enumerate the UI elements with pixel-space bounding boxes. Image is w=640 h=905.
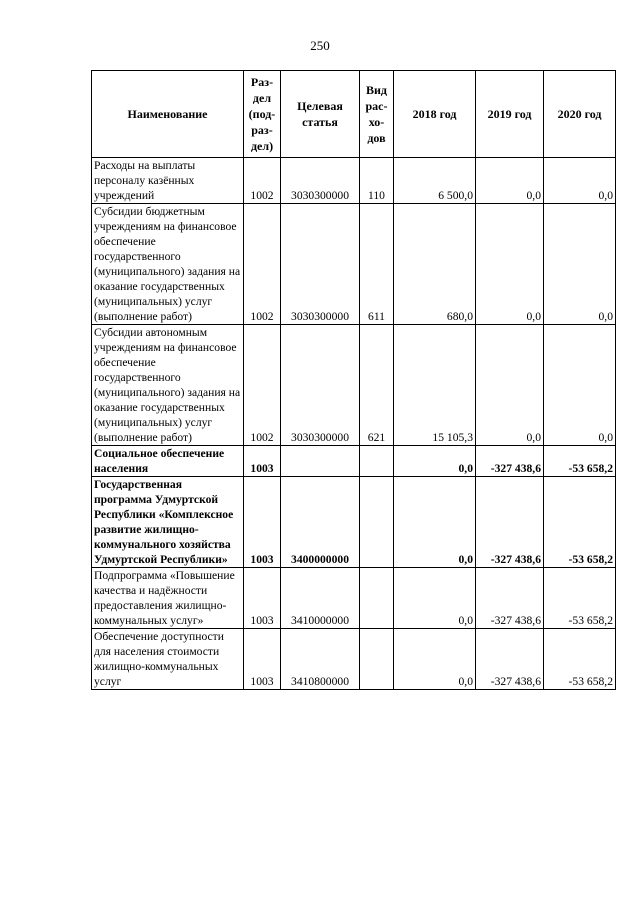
cell-2019: 0,0 (476, 325, 544, 446)
cell-target: 3030300000 (281, 325, 360, 446)
cell-target: 3030300000 (281, 158, 360, 204)
table-row (92, 629, 616, 690)
cell-section: 1002 (244, 158, 281, 204)
cell-2018: 680,0 (394, 204, 476, 325)
cell-section: 1003 (244, 446, 281, 477)
cell-2018: 15 105,3 (394, 325, 476, 446)
cell-2019: -327 438,6 (476, 446, 544, 477)
cell-section: 1002 (244, 325, 281, 446)
table-row (92, 446, 616, 477)
table-row (92, 568, 616, 629)
cell-2020: -53 658,2 (544, 477, 616, 568)
cell-expense: 611 (360, 204, 394, 325)
cell-2020: -53 658,2 (544, 568, 616, 629)
cell-target (281, 446, 360, 477)
cell-2020: 0,0 (544, 158, 616, 204)
cell-section: 1003 (244, 568, 281, 629)
cell-target: 3410000000 (281, 568, 360, 629)
cell-2020: 0,0 (544, 325, 616, 446)
cell-target: 3030300000 (281, 204, 360, 325)
cell-2019: -327 438,6 (476, 629, 544, 690)
cell-expense: 110 (360, 158, 394, 204)
header-2020: 2020 год (544, 71, 616, 158)
cell-2018: 0,0 (394, 446, 476, 477)
cell-name: Социальное обеспечение населения (92, 446, 244, 477)
table-row (92, 204, 616, 325)
cell-expense (360, 446, 394, 477)
cell-2019: -327 438,6 (476, 568, 544, 629)
cell-2018: 0,0 (394, 629, 476, 690)
table-row (92, 477, 616, 568)
cell-2019: -327 438,6 (476, 477, 544, 568)
header-section: Раз- дел (под- раз- дел) (244, 71, 281, 158)
cell-expense: 621 (360, 325, 394, 446)
cell-2019: 0,0 (476, 158, 544, 204)
header-target: Целевая статья (281, 71, 360, 158)
cell-expense (360, 568, 394, 629)
cell-2020: -53 658,2 (544, 446, 616, 477)
cell-expense (360, 629, 394, 690)
table-header-row (92, 71, 616, 158)
cell-expense (360, 477, 394, 568)
cell-2018: 0,0 (394, 477, 476, 568)
cell-section: 1003 (244, 477, 281, 568)
cell-2018: 6 500,0 (394, 158, 476, 204)
cell-2020: -53 658,2 (544, 629, 616, 690)
cell-target: 3410800000 (281, 629, 360, 690)
budget-table (91, 70, 616, 690)
cell-2020: 0,0 (544, 204, 616, 325)
table-row (92, 158, 616, 204)
cell-name: Субсидии бюджетным учреждениям на финансовое обеспечение государственного (муниципального) задания на оказание государственных (муниципальных) услуг (выполнение работ) (92, 204, 244, 325)
header-expense: Вид рас- хо- дов (360, 71, 394, 158)
cell-name: Субсидии автономным учреждениям на финансовое обеспечение государственного (муниципального) задания на оказание государственных (муниципальных) услуг (выполнение работ) (92, 325, 244, 446)
cell-2019: 0,0 (476, 204, 544, 325)
cell-section: 1002 (244, 204, 281, 325)
cell-section: 1003 (244, 629, 281, 690)
table-row (92, 325, 616, 446)
cell-target: 3400000000 (281, 477, 360, 568)
cell-name: Расходы на выплаты персоналу казённых учреждений (92, 158, 244, 204)
header-2018: 2018 год (394, 71, 476, 158)
cell-name: Обеспечение доступности для населения стоимости жилищно-коммунальных услуг (92, 629, 244, 690)
header-2019: 2019 год (476, 71, 544, 158)
cell-name: Подпрограмма «Повышение качества и надёжности предоставления жилищно-коммунальных услуг» (92, 568, 244, 629)
cell-2018: 0,0 (394, 568, 476, 629)
header-name: Наименование (92, 71, 244, 158)
page-number: 250 (310, 38, 330, 53)
cell-name: Государственная программа Удмуртской Республики «Комплексное развитие жилищно-коммунального хозяйства Удмуртской Республики» (92, 477, 244, 568)
